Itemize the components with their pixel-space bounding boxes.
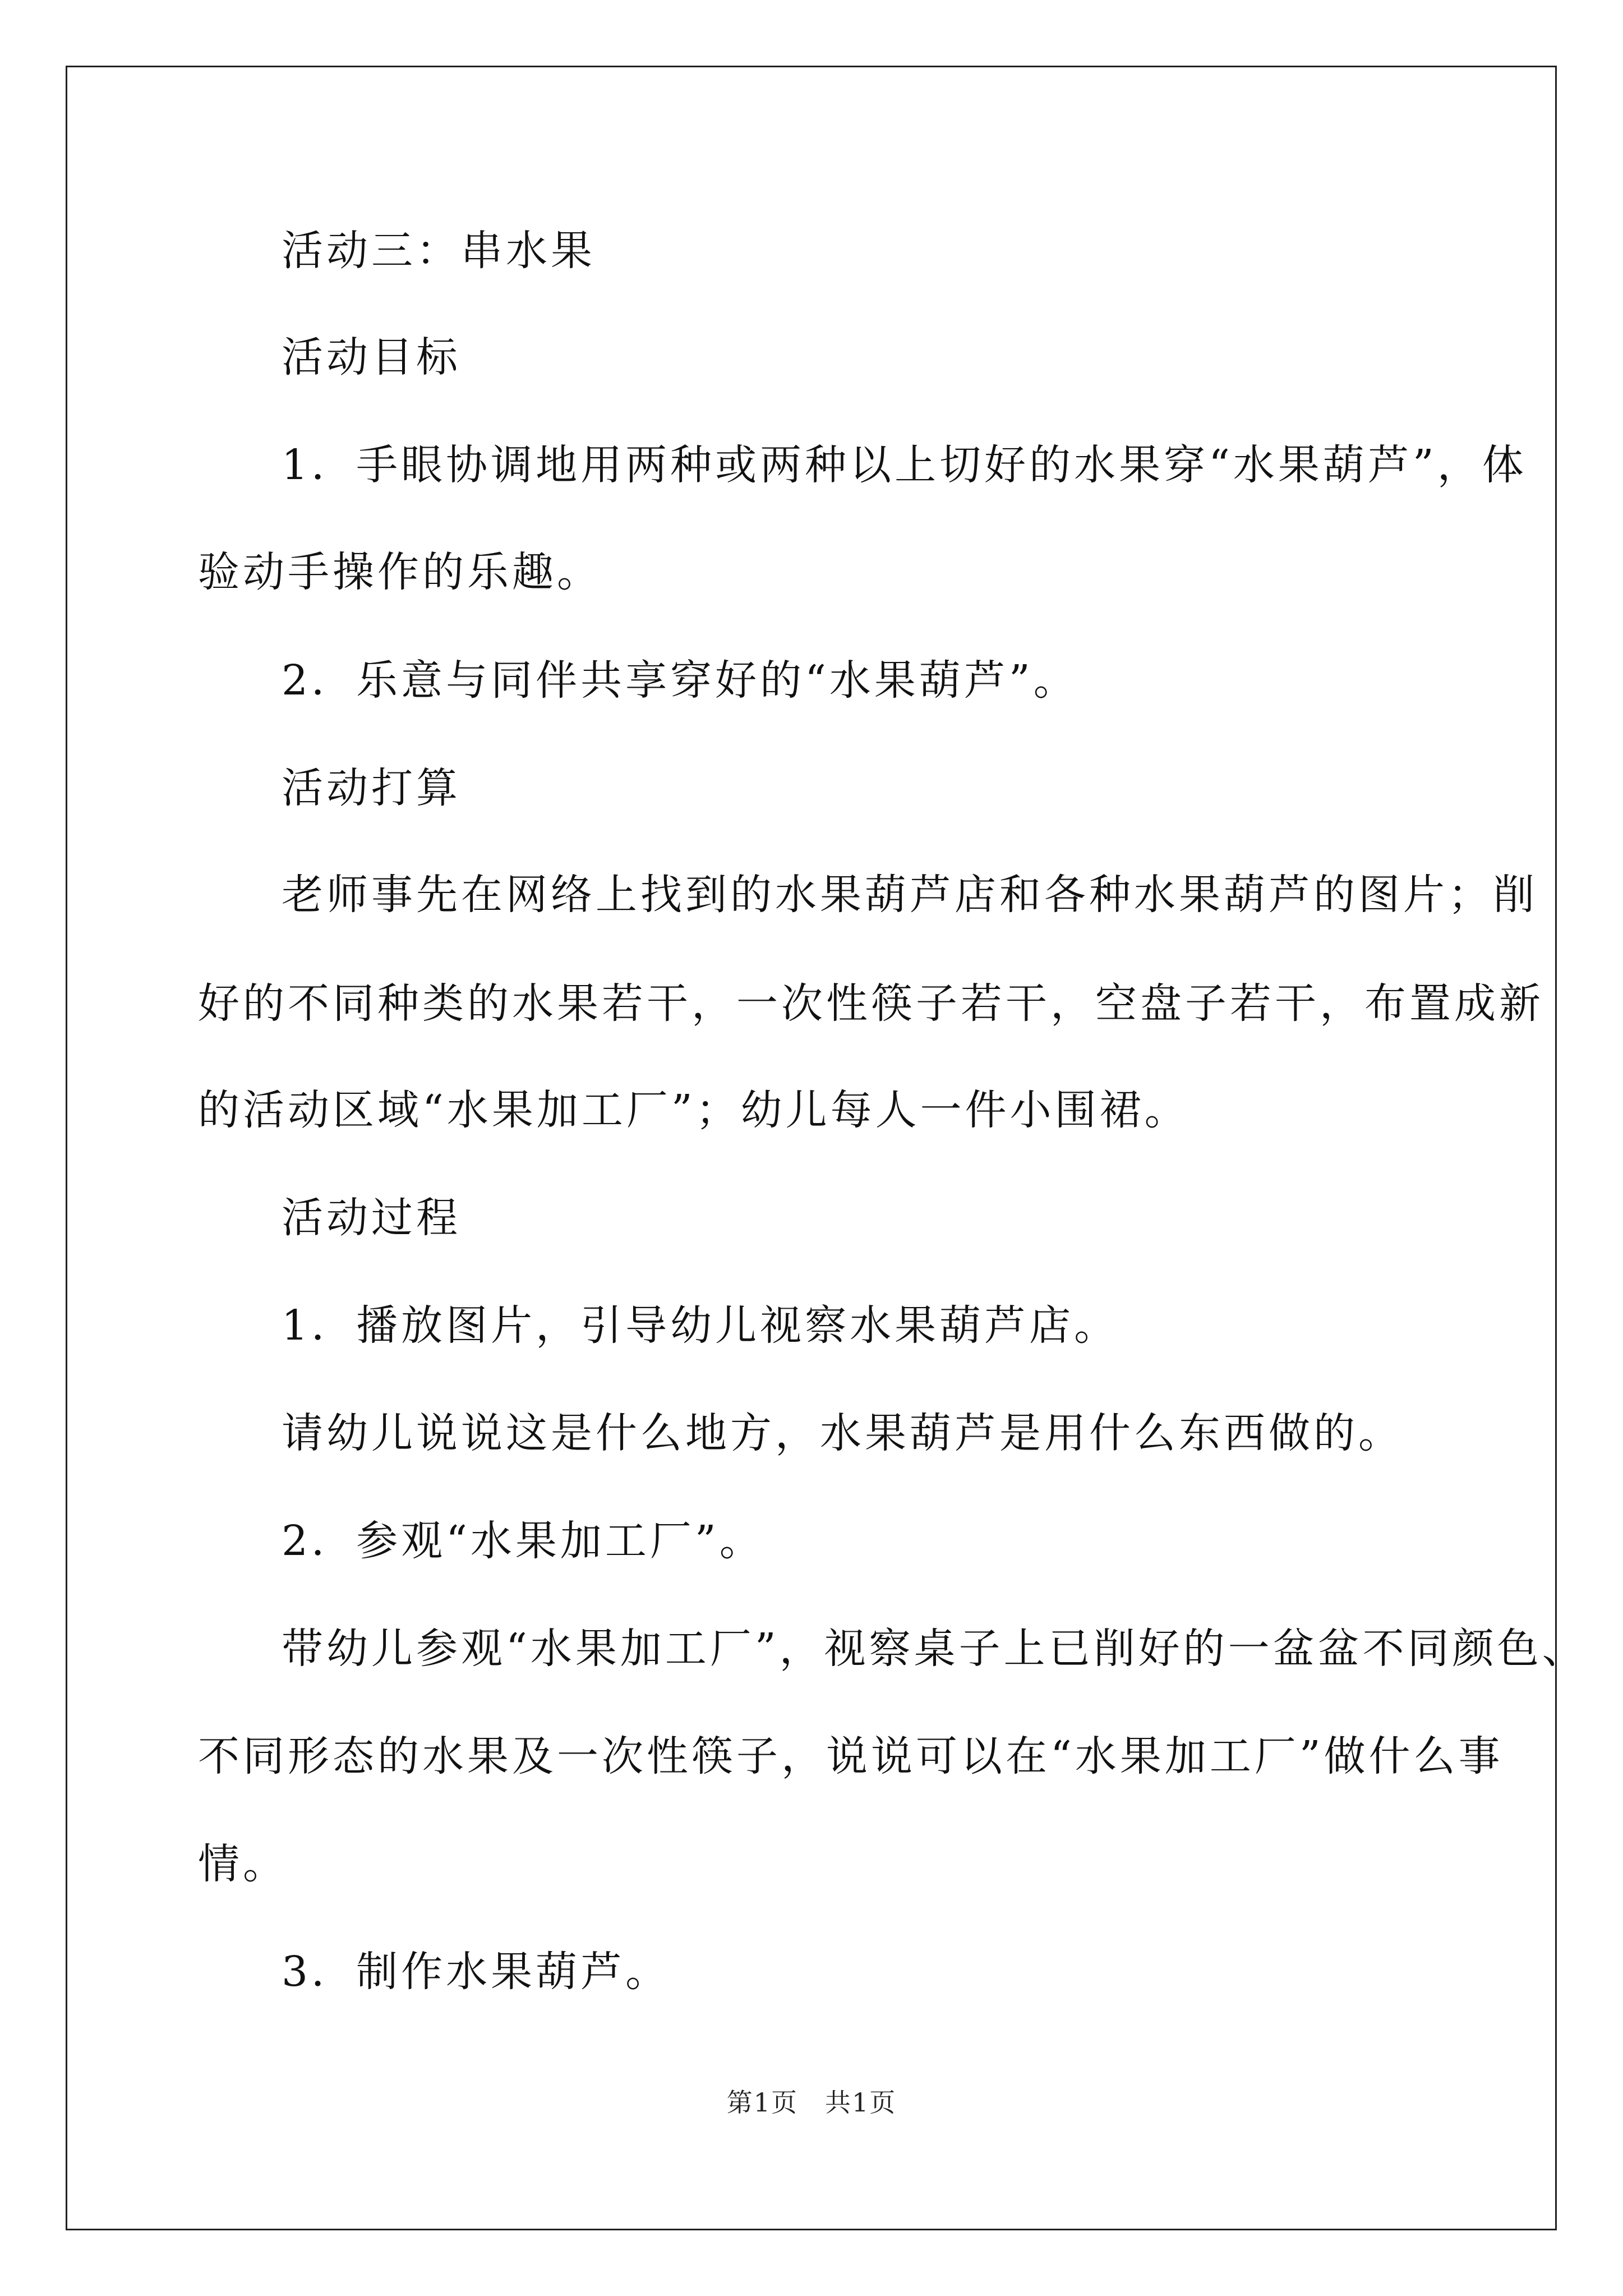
paragraph-line: 请幼儿说说这是什么地方，水果葫芦是用什么东西做的。 <box>282 1409 1403 1457</box>
paragraph-line: 验动手操作的乐趣。 <box>198 548 602 596</box>
paragraph-line: 带幼儿参观“水果加工厂”，视察桌子上已削好的一盆盆不同颜色、 <box>282 1625 1587 1673</box>
page-border <box>66 66 1587 2230</box>
paragraph-line: 1．手眼协调地用两种或两种以上切好的水果穿“水果葫芦”，体 <box>282 441 1527 489</box>
section-heading-goals: 活动目标 <box>282 333 461 381</box>
paragraph-line: 3．制作水果葫芦。 <box>282 1948 671 1996</box>
paragraph-line: 2．参观“水果加工厂”。 <box>282 1517 764 1565</box>
page-footer: 第1页 共1页 <box>726 2087 897 2118</box>
paragraph-line: 2．乐意与同伴共享穿好的“水果葫芦”。 <box>282 656 1078 705</box>
paragraph-line: 不同形态的水果及一次性筷子，说说可以在“水果加工厂”做什么事 <box>198 1732 1504 1780</box>
paragraph-line: 的活动区域“水果加工厂”；幼儿每人一件小围裙。 <box>198 1086 1189 1134</box>
paragraph-line: 1．播放图片，引导幼儿视察水果葫芦店。 <box>282 1301 1119 1350</box>
section-heading-preparation: 活动打算 <box>282 764 461 812</box>
activity-title: 活动三：串水果 <box>282 227 596 275</box>
paragraph-line: 情。 <box>198 1840 288 1888</box>
section-heading-process: 活动过程 <box>282 1194 461 1242</box>
paragraph-line: 好的不同种类的水果若干，一次性筷子若干，空盘子若干，布置成新 <box>198 979 1544 1028</box>
paragraph-line: 老师事先在网络上找到的水果葫芦店和各种水果葫芦的图片；削 <box>282 871 1538 919</box>
